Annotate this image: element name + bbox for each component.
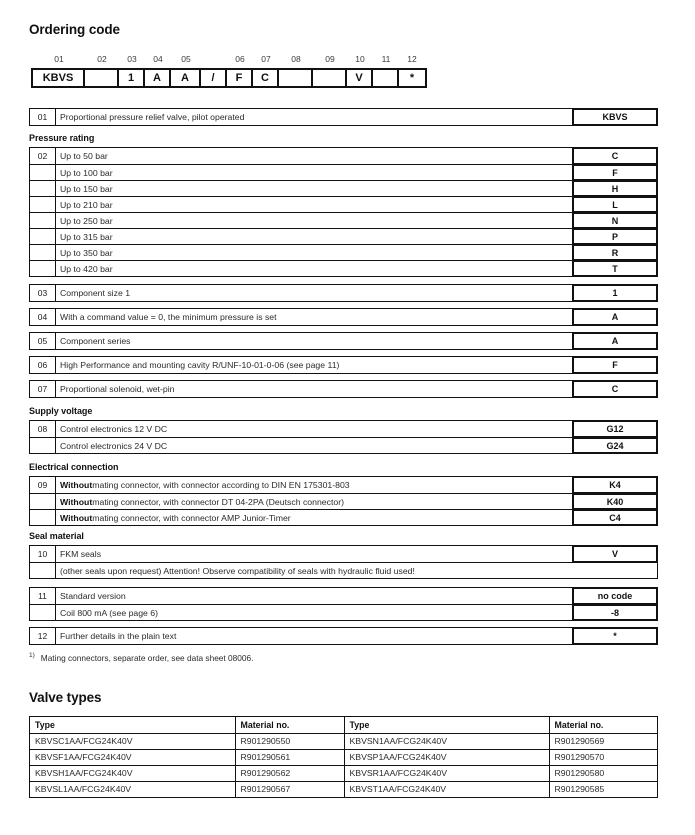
spec-row-index <box>30 165 56 180</box>
spec-row-index: 03 <box>30 285 56 301</box>
spec-row-description: High Performance and mounting cavity R/UNF-10-01-0-06 (see page 11) <box>60 360 340 370</box>
spec-row-code: V <box>572 545 658 563</box>
spec-row-code: KBVS <box>572 108 658 126</box>
spec-row-description: Without mating connector, with connector DT 04-2PA (Deutsch connector) <box>60 496 344 507</box>
spec-row-index <box>30 197 56 212</box>
spec-row <box>30 285 657 301</box>
spec-row-index <box>30 245 56 260</box>
spec-row-index: 09 <box>30 477 56 493</box>
spec-table-11 <box>29 627 658 645</box>
spec-row-index <box>30 563 56 578</box>
ordering-code-cell-09 <box>313 70 347 86</box>
spec-section-label-7: Supply voltage <box>29 406 93 416</box>
material-no-cell: R901290567 <box>235 781 344 797</box>
spec-row-code: 1 <box>572 284 658 302</box>
table-row <box>30 765 658 781</box>
spec-row-index <box>30 494 56 509</box>
spec-row-description: Up to 420 bar <box>60 263 113 274</box>
spec-row-description: Further details in the plain text <box>60 631 177 641</box>
spec-row-index <box>30 605 56 620</box>
page-title-ordering-code: Ordering code <box>29 22 120 37</box>
spec-row-index <box>30 438 56 453</box>
spec-row-index <box>30 510 56 525</box>
section-title-valve-types: Valve types <box>29 690 102 705</box>
table-body <box>30 733 658 797</box>
ordering-code-cell-01: KBVS <box>33 70 85 86</box>
ordering-code-position-03: 03 <box>127 54 137 64</box>
spec-row <box>30 228 657 244</box>
spec-table-2 <box>29 284 658 302</box>
ordering-code-cell-06: F <box>227 70 253 86</box>
spec-row-index <box>30 181 56 196</box>
spec-row <box>30 477 657 493</box>
spec-row-code: F <box>572 164 658 181</box>
spec-row-code: L <box>572 196 658 213</box>
ordering-code-position-01: 01 <box>54 54 64 64</box>
spec-table-6 <box>29 380 658 398</box>
spec-row-description: Up to 50 bar <box>60 151 108 161</box>
spec-row-description: Standard version <box>60 591 126 601</box>
spec-section-label-8: Electrical connection <box>29 462 119 472</box>
ordering-code-position-12: 12 <box>407 54 417 64</box>
spec-row <box>30 212 657 228</box>
spec-row <box>30 196 657 212</box>
spec-row-index: 04 <box>30 309 56 325</box>
spec-row-description: Without mating connector, with connector AMP Junior-Timer <box>60 512 291 523</box>
spec-row <box>30 180 657 196</box>
spec-row <box>30 309 657 325</box>
ordering-code-position-05: 05 <box>181 54 191 64</box>
ordering-code-strip <box>31 68 427 88</box>
spec-section-label-9: Seal material <box>29 531 84 541</box>
spec-row-description: Proportional pressure relief valve, pilot operated <box>60 112 245 122</box>
spec-row-description: Up to 150 bar <box>60 183 113 194</box>
spec-row-description: Coil 800 mA (see page 6) <box>60 607 159 618</box>
spec-row-code: G24 <box>572 437 658 454</box>
spec-row-description: Up to 315 bar <box>60 231 113 242</box>
material-no-cell: R901290561 <box>235 749 344 765</box>
table-row <box>30 781 658 797</box>
spec-table-9 <box>29 545 658 579</box>
valve-types-table <box>29 716 658 798</box>
spec-row <box>30 333 657 349</box>
spec-table-5 <box>29 356 658 374</box>
ordering-code-position-07: 07 <box>261 54 271 64</box>
ordering-code-cell-02 <box>85 70 119 86</box>
ordering-code-cell-05: A <box>171 70 201 86</box>
spec-row-code: R <box>572 244 658 261</box>
spec-row-code: A <box>572 308 658 326</box>
spec-row-code: C <box>572 380 658 398</box>
spec-row-description: Proportional solenoid, wet-pin <box>60 384 175 394</box>
spec-table-0 <box>29 108 658 126</box>
table-header-row <box>30 717 658 733</box>
valve-type-cell: KBVSN1AA/FCG24K40V <box>344 733 549 749</box>
material-no-cell: R901290569 <box>549 733 658 749</box>
spec-row <box>30 421 657 437</box>
spec-row-code: N <box>572 212 658 229</box>
spec-row-description: Component size 1 <box>60 288 131 298</box>
ordering-code-cell-07: C <box>253 70 279 86</box>
spec-row <box>30 437 657 453</box>
valve-type-cell: KBVST1AA/FCG24K40V <box>344 781 549 797</box>
spec-row-code: K40 <box>572 493 658 510</box>
spec-row-index: 05 <box>30 333 56 349</box>
valve-type-cell: KBVSL1AA/FCG24K40V <box>30 781 235 797</box>
spec-row-description-emphasis: Without <box>60 480 93 490</box>
spec-table-7 <box>29 420 658 454</box>
spec-row-code: K4 <box>572 476 658 494</box>
spec-row <box>30 109 657 125</box>
spec-row-description: Without mating connector, with connector according to DIN EN 175301-803 <box>60 480 350 490</box>
spec-row <box>30 164 657 180</box>
spec-table-10 <box>29 587 658 621</box>
spec-row <box>30 244 657 260</box>
spec-row-index <box>30 229 56 244</box>
spec-row-index <box>30 213 56 228</box>
spec-row <box>30 493 657 509</box>
ordering-code-position-10: 10 <box>355 54 365 64</box>
spec-row-code: A <box>572 332 658 350</box>
ordering-code-position-09: 09 <box>325 54 335 64</box>
spec-row-code: * <box>572 627 658 645</box>
spec-table-4 <box>29 332 658 350</box>
ordering-code-position-04: 04 <box>153 54 163 64</box>
spec-row-code: -8 <box>572 604 658 621</box>
spec-table-8 <box>29 476 658 526</box>
valve-type-cell: KBVSH1AA/FCG24K40V <box>30 765 235 781</box>
spec-row <box>30 628 657 644</box>
spec-row-code: P <box>572 228 658 245</box>
ordering-code-cell-04: A <box>145 70 171 86</box>
spec-row-description: Control electronics 12 V DC <box>60 424 168 434</box>
spec-row-index: 11 <box>30 588 56 604</box>
footnote <box>29 652 253 663</box>
spec-row-code: C <box>572 147 658 165</box>
spec-row <box>30 509 657 525</box>
spec-row-index: 10 <box>30 546 56 562</box>
ordering-code-position-06: 06 <box>235 54 245 64</box>
table-row <box>30 749 658 765</box>
spec-row-description: Up to 250 bar <box>60 215 113 226</box>
valve-table-header-3: Material no. <box>549 717 658 733</box>
footnote-text: Mating connectors, separate order, see data sheet 08006. <box>40 652 254 663</box>
spec-row-code: no code <box>572 587 658 605</box>
valve-type-cell: KBVSF1AA/FCG24K40V <box>30 749 235 765</box>
spec-row-index: 02 <box>30 148 56 164</box>
material-no-cell: R901290562 <box>235 765 344 781</box>
spec-row-code: G12 <box>572 420 658 438</box>
spec-row <box>30 260 657 276</box>
spec-row-description: Component series <box>60 336 131 346</box>
spec-row-description: FKM seals <box>60 549 102 559</box>
ordering-code-cell-03: 1 <box>119 70 145 86</box>
spec-row-description: (other seals upon request) Attention! Observe compatibility of seals with hydraulic fluid used! <box>60 565 415 576</box>
spec-row <box>30 381 657 397</box>
valve-type-cell: KBVSP1AA/FCG24K40V <box>344 749 549 765</box>
material-no-cell: R901290580 <box>549 765 658 781</box>
spec-row-code <box>572 562 658 579</box>
spec-row-description: Up to 350 bar <box>60 247 113 258</box>
spec-row-description-emphasis: Without <box>60 496 93 507</box>
spec-row-code: C4 <box>572 509 658 526</box>
table-row <box>30 733 658 749</box>
spec-row-description-emphasis: Without <box>60 512 93 523</box>
ordering-code-cell-12: * <box>409 72 415 84</box>
spec-row-index <box>30 261 56 276</box>
valve-table-header-0: Type <box>30 717 235 733</box>
spec-row <box>30 546 657 562</box>
spec-row <box>30 588 657 604</box>
valve-table-header-2: Type <box>344 717 549 733</box>
spec-row-description: Up to 210 bar <box>60 199 113 210</box>
valve-type-cell: KBVSC1AA/FCG24K40V <box>30 733 235 749</box>
valve-table-header-1: Material no. <box>235 717 344 733</box>
spec-table-1 <box>29 147 658 277</box>
material-no-cell: R901290570 <box>549 749 658 765</box>
spec-row-description: Control electronics 24 V DC <box>60 440 168 451</box>
material-no-cell: R901290585 <box>549 781 658 797</box>
material-no-cell: R901290550 <box>235 733 344 749</box>
spec-row-code: F <box>572 356 658 374</box>
ordering-code-position-08: 08 <box>291 54 301 64</box>
spec-row-index: 07 <box>30 381 56 397</box>
ordering-code-cell-10: V <box>347 70 373 86</box>
ordering-code-cell-sep-5: / <box>201 70 227 86</box>
spec-row-description: Up to 100 bar <box>60 167 113 178</box>
spec-section-label-1: Pressure rating <box>29 133 95 143</box>
ordering-code-cell-08 <box>279 70 313 86</box>
spec-table-3 <box>29 308 658 326</box>
spec-row-index: 08 <box>30 421 56 437</box>
spec-row-index: 12 <box>30 628 56 644</box>
spec-row <box>30 562 657 578</box>
spec-row-index: 01 <box>30 109 56 125</box>
ordering-code-position-11: 11 <box>381 54 391 64</box>
spec-row <box>30 357 657 373</box>
ordering-code-position-02: 02 <box>97 54 107 64</box>
ordering-code-cell-11 <box>373 70 399 86</box>
valve-type-cell: KBVSR1AA/FCG24K40V <box>344 765 549 781</box>
spec-row <box>30 148 657 164</box>
spec-row-code: H <box>572 180 658 197</box>
footnote-marker: 1) <box>29 652 35 659</box>
spec-row-index: 06 <box>30 357 56 373</box>
spec-row-code: T <box>572 260 658 277</box>
spec-row-description: With a command value = 0, the minimum pressure is set <box>60 312 277 322</box>
spec-row <box>30 604 657 620</box>
